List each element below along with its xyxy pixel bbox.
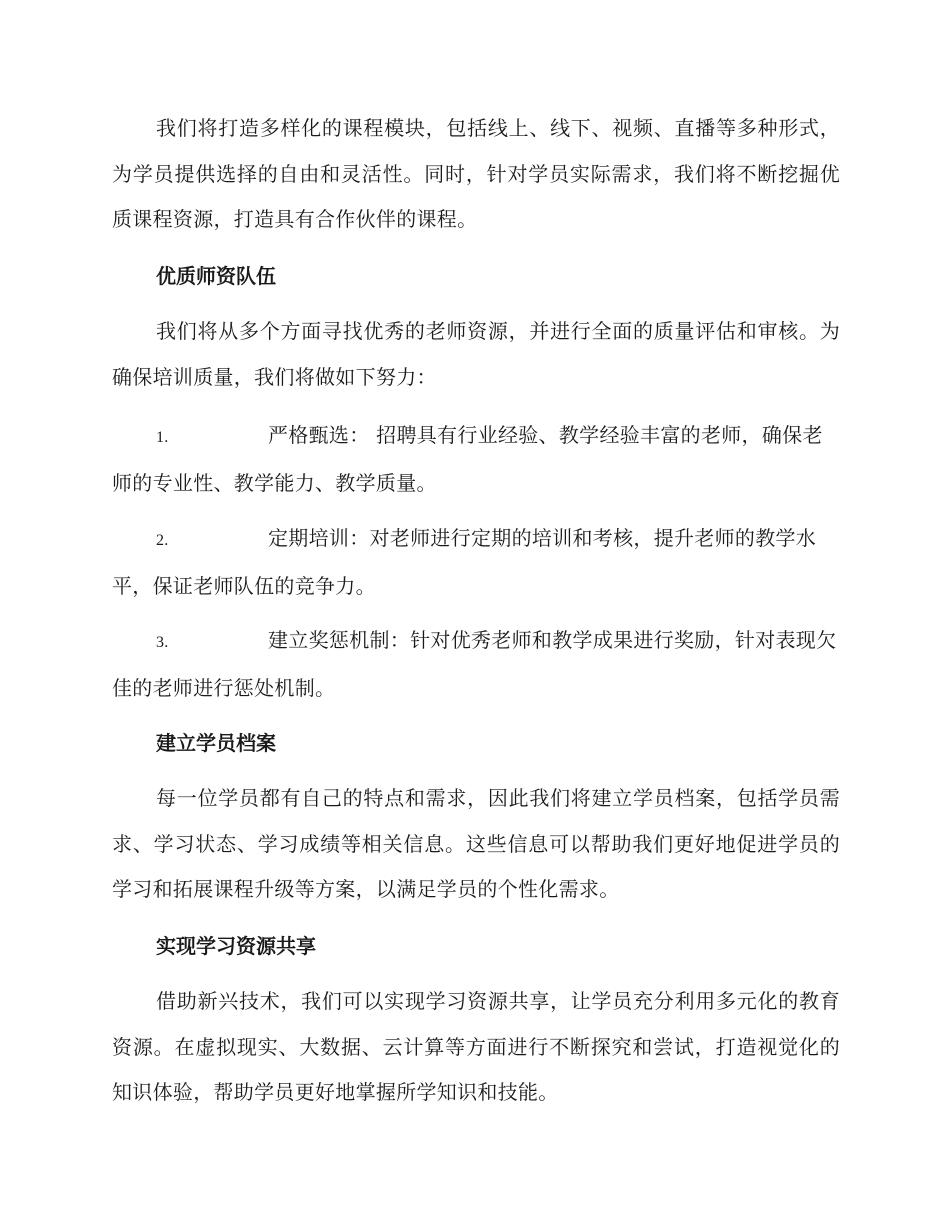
heading-profiles: 建立学员档案 bbox=[156, 731, 276, 755]
list-item-number: 1. bbox=[156, 429, 169, 446]
intro-paragraph: 我们将打造多样化的课程模块，包括线上、线下、视频、直播等多种形式，为学员提供选择的自由和灵活性。同时，针对学员实际需求，我们将不断挖掘优质课程资源，打造具有合作伙伴的课程。 bbox=[112, 116, 840, 231]
list-item bbox=[112, 618, 840, 711]
heading-teachers: 优质师资队伍 bbox=[156, 264, 276, 288]
sharing-paragraph: 借助新兴技术，我们可以实现学习资源共享，让学员充分利用多元化的教育资源。在虚拟现实、大数据、云计算等方面进行不断探究和尝试，打造视觉化的知识体验，帮助学员更好地掌握所学知识和技能。 bbox=[112, 989, 840, 1104]
list-item-number: 2. bbox=[156, 532, 169, 549]
teachers-paragraph: 我们将从多个方面寻找优秀的老师资源，并进行全面的质量评估和审核。为确保培训质量，我们将做如下努力： bbox=[112, 319, 840, 389]
list-item-text: 严格甄选： 招聘具有行业经验、教学经验丰富的老师，确保老师的专业性、教学能力、教学质量。 bbox=[112, 423, 823, 495]
list-item bbox=[112, 516, 840, 609]
list-item-number: 3. bbox=[156, 634, 169, 651]
profiles-paragraph: 每一位学员都有自己的特点和需求，因此我们将建立学员档案，包括学员需求、学习状态、学习成绩等相关信息。这些信息可以帮助我们更好地促进学员的学习和拓展课程升级等方案，以满足学员的个性化需求。 bbox=[112, 786, 840, 901]
heading-sharing: 实现学习资源共享 bbox=[156, 934, 316, 958]
list-item bbox=[112, 413, 840, 506]
list-item-text: 建立奖惩机制：针对优秀老师和教学成果进行奖励，针对表现欠佳的老师进行惩处机制。 bbox=[112, 628, 837, 700]
list-item-text: 定期培训：对老师进行定期的培训和考核，提升老师的教学水平，保证老师队伍的竞争力。 bbox=[112, 526, 817, 598]
